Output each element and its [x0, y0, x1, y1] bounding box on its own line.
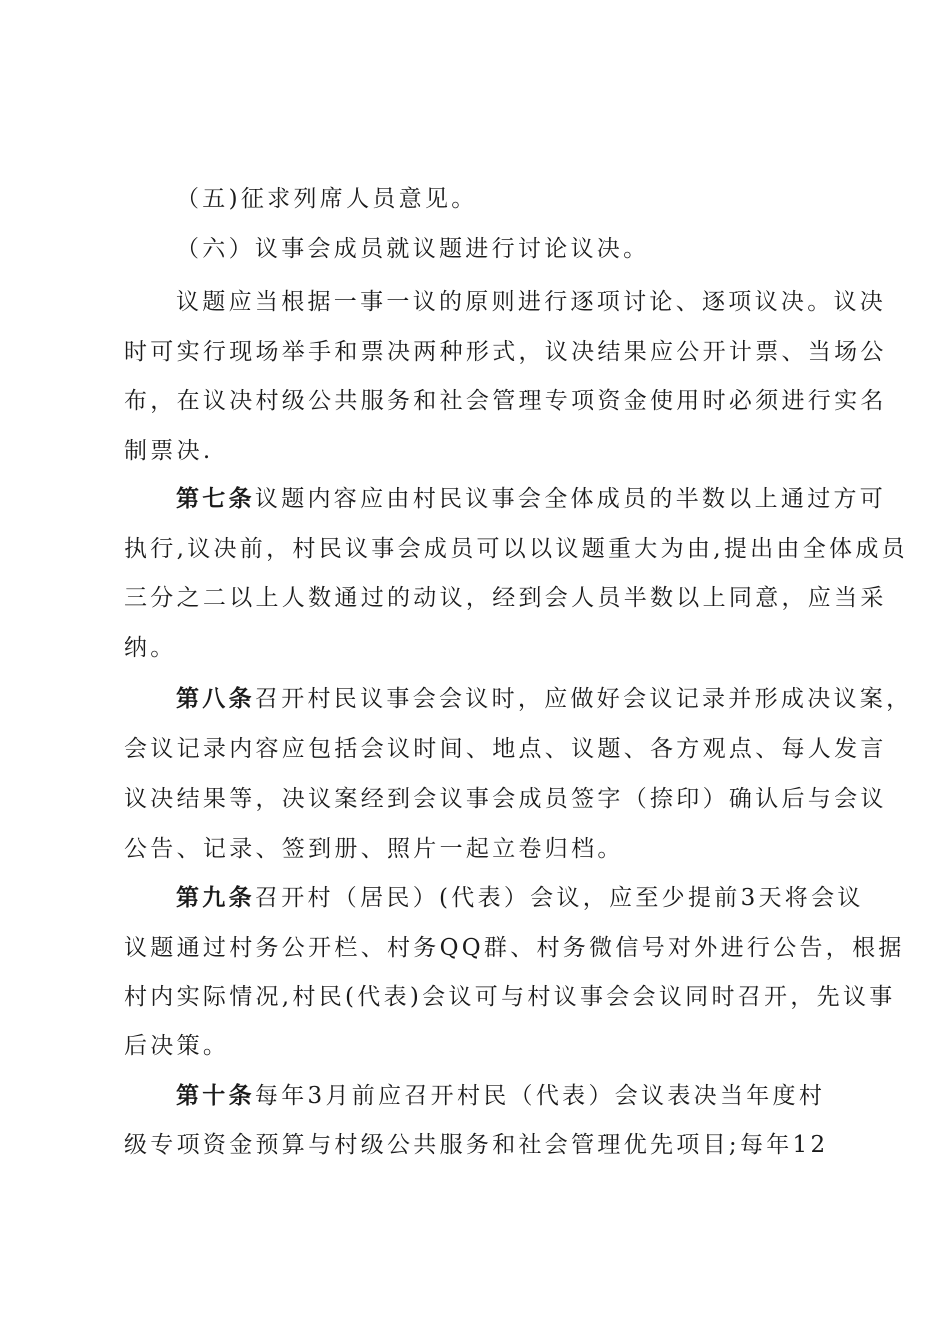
line-text: 级专项资金预算与村级公共服务和社会管理优先项目;每年12	[124, 1132, 829, 1158]
article-number: 第十条	[176, 1082, 255, 1109]
line-text: 纳。	[124, 635, 177, 661]
paragraph-line	[124, 583, 887, 613]
paragraph-line	[176, 883, 864, 913]
line-text: 执行,议决前，村民议事会成员可以以议题重大为由,提出由全体成员	[124, 536, 908, 562]
article-number: 第九条	[176, 884, 255, 911]
line-text: 议题内容应由村民议事会全体成员的半数以上通过方可	[254, 486, 887, 512]
paragraph-line	[176, 287, 887, 317]
paragraph-line	[176, 184, 832, 214]
line-text: （六）议事会成员就议题进行讨论议决。	[176, 236, 650, 262]
paragraph-line	[124, 834, 832, 864]
paragraph-line	[124, 933, 905, 963]
line-text: 三分之二以上人数通过的动议，经到会人员半数以上同意，应当采	[124, 585, 887, 611]
line-text: 村内实际情况,村民(代表)会议可与村议事会会议同时召开，先议事	[124, 984, 896, 1010]
paragraph-line	[176, 1081, 832, 1111]
paragraph-line	[124, 337, 887, 367]
paragraph-line	[124, 1130, 832, 1160]
paragraph-line	[124, 633, 832, 663]
line-text: 议题通过村务公开栏、村务QQ群、村务微信号对外进行公告，根据	[124, 935, 905, 961]
paragraph-line	[176, 234, 832, 264]
line-text: 召开村（居民）(代表）会议，应至少提前3天将会议	[254, 885, 864, 911]
line-text: 后决策。	[124, 1033, 230, 1059]
line-text: 制票决.	[124, 438, 214, 464]
paragraph-line	[124, 982, 896, 1012]
line-text: 布，在议决村级公共服务和社会管理专项资金使用时必须进行实名	[124, 388, 887, 414]
line-text: 召开村民议事会会议时，应做好会议记录并形成决议案，	[254, 686, 913, 712]
line-text: 会议记录内容应包括会议时间、地点、议题、各方观点、每人发言	[124, 736, 887, 762]
line-text: 议题应当根据一事一议的原则进行逐项讨论、逐项议决。议决	[176, 289, 887, 315]
paragraph-line	[176, 484, 887, 514]
line-text: （五)征求列席人员意见。	[176, 186, 478, 212]
paragraph-line	[124, 734, 887, 764]
paragraph-line	[124, 436, 832, 466]
paragraph-line	[124, 386, 887, 416]
line-text: 每年3月前应召开村民（代表）会议表决当年度村	[254, 1083, 826, 1109]
article-number: 第八条	[176, 685, 255, 712]
paragraph-line	[124, 784, 887, 814]
article-number: 第七条	[176, 485, 255, 512]
line-text: 时可实行现场举手和票决两种形式，议决结果应公开计票、当场公	[124, 339, 887, 365]
paragraph-line	[176, 684, 913, 714]
paragraph-line	[124, 534, 908, 564]
line-text: 公告、记录、签到册、照片一起立卷归档。	[124, 836, 624, 862]
line-text: 议决结果等，决议案经到会议事会成员签字（捺印）确认后与会议	[124, 786, 887, 812]
paragraph-line	[124, 1031, 832, 1061]
